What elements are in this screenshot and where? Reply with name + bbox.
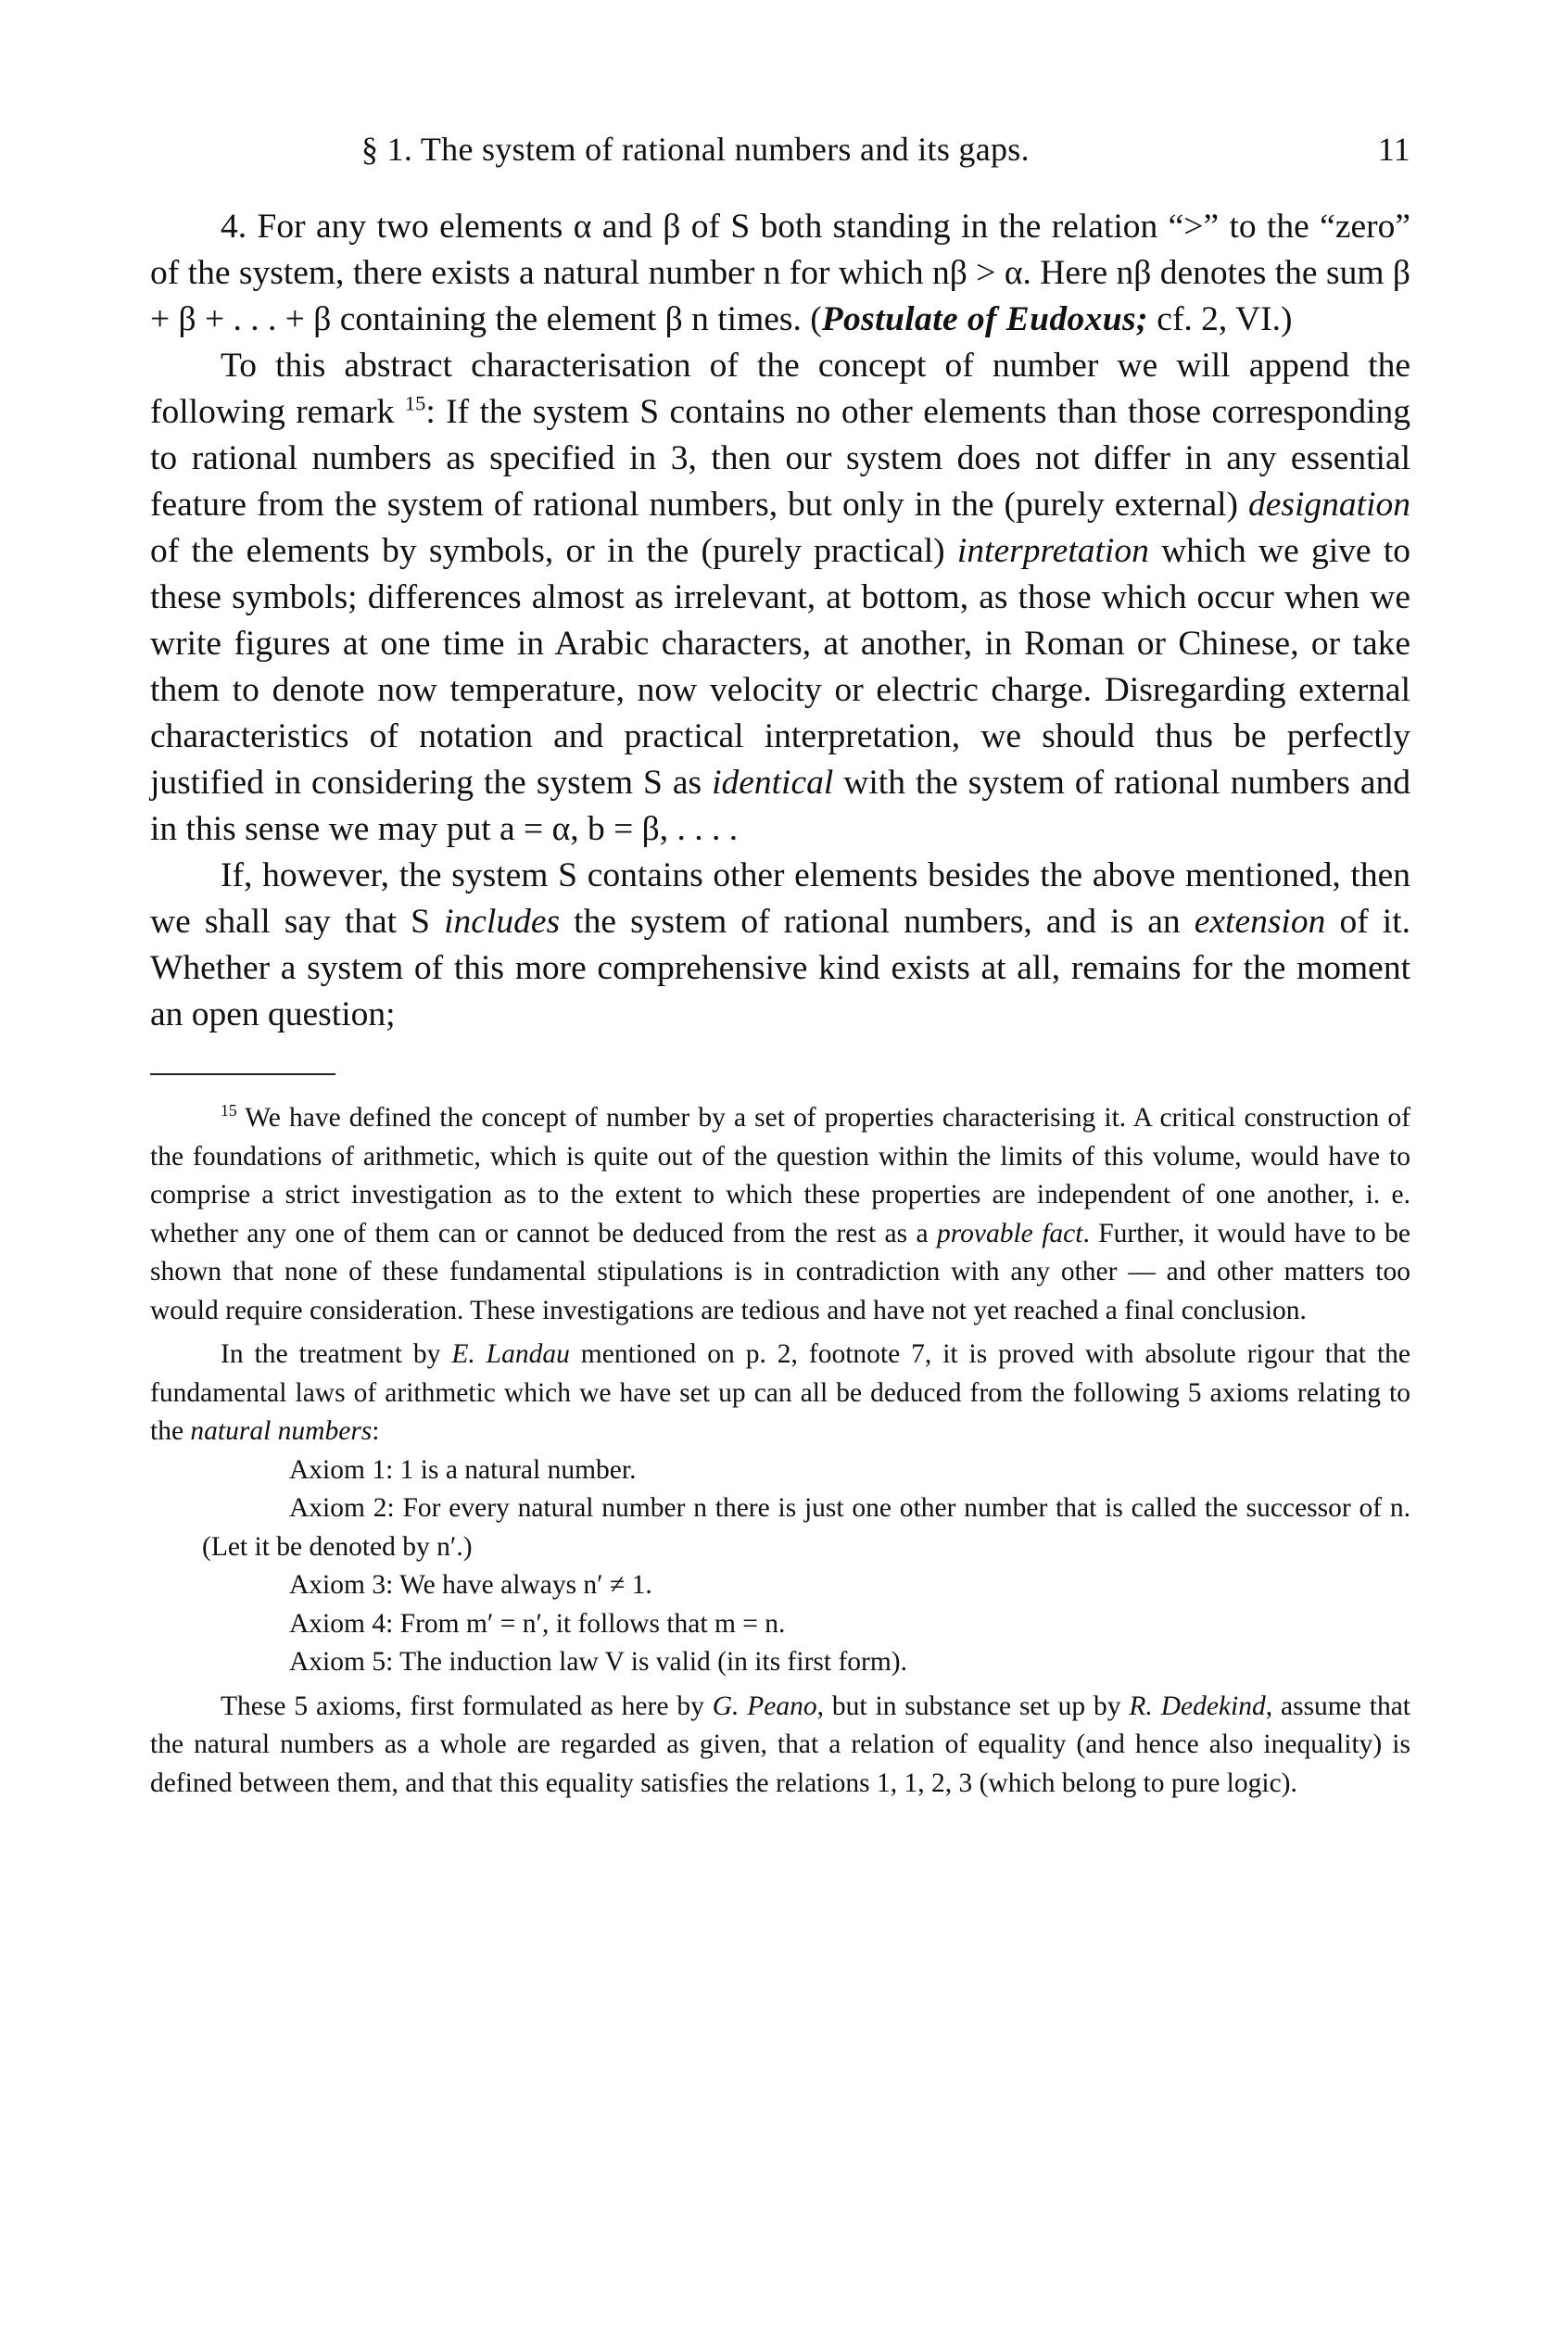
paragraph-extension: If, however, the system S contains other elements besides the above mentioned, then we shall say that S includes the system of rational numbers, and is an extension of it. Whether a system of this more comprehensive kind exists at all, remains for the moment an open question; bbox=[150, 856, 1410, 1033]
term-designation: designation bbox=[1248, 486, 1410, 524]
axiom-5: Axiom 5: The induction law V is valid (in its first form). bbox=[289, 1647, 907, 1677]
term-natural-numbers: natural numbers bbox=[190, 1416, 373, 1446]
author-landau: E. Landau bbox=[451, 1339, 570, 1369]
footnote-15: $^{15}$ We have defined the concept of number by a set of properties characterising it. A critical construction of the foundations of arithmetic, which is quite out of the question within the limits of this volume, would have to comprise a strict investigation as to the extent to which these properties are independent of one another, i. e. whether any one of them can or cannot be deduced from the rest as a provable fact. Further, it would have to be shown that none of these fundamental stipulations is in contradiction with any other — and other matters too would require consideration. These investigations are tedious and have not yet reached a final conclusion. bbox=[150, 1101, 1410, 1325]
paragraph-postulate: 4. For any two elements α and β of S both standing in the relation “>” to the “zero” of the system, there exists a natural number n for which nβ > α. Here nβ denotes the sum β + β + . . . + β containing the element β n times. (Postulate of Eudoxus; cf. 2, VI.) bbox=[150, 208, 1410, 338]
term-provable-fact: provable fact bbox=[937, 1218, 1083, 1248]
book-page bbox=[150, 130, 1410, 1803]
axiom-3: Axiom 3: We have always n′ ≠ 1. bbox=[289, 1570, 652, 1600]
running-header bbox=[150, 130, 1410, 172]
term-includes: includes bbox=[444, 903, 561, 941]
axiom-list bbox=[150, 1451, 1410, 1682]
footnote-divider bbox=[150, 1073, 335, 1075]
chapter-title: § 1. The system of rational numbers and its gaps. bbox=[361, 131, 1030, 168]
footnote-number: 15 bbox=[221, 1101, 237, 1121]
page-number: 11 bbox=[1377, 131, 1410, 168]
term-extension: extension bbox=[1194, 903, 1326, 941]
main-text bbox=[150, 204, 1410, 1038]
axiom-2: Axiom 2: For every natural number n there is just one other number that is called the successor of n. (Let it be denoted by n′.) bbox=[202, 1493, 1410, 1562]
footnote-reference: 15 bbox=[404, 391, 426, 415]
footnote-peano: These 5 axioms, first formulated as here by G. Peano, but in substance set up by R. Dedekind, assume that the natural numbers as a whole are regarded as given, that a relation of equality (and hence also inequality) is defined between them, and that this equality satisfies the relations 1, 1, 2, 3 (which belong to pure logic). bbox=[150, 1691, 1410, 1798]
postulate-of-eudoxus: Postulate of Eudoxus; bbox=[821, 300, 1148, 338]
term-interpretation: interpretation bbox=[956, 532, 1149, 570]
footnote bbox=[150, 1099, 1410, 1803]
axiom-1: Axiom 1: 1 is a natural number. bbox=[289, 1454, 637, 1485]
author-dedekind: R. Dedekind bbox=[1129, 1691, 1266, 1721]
axiom-4: Axiom 4: From m′ = n′, it follows that m = n. bbox=[289, 1608, 786, 1639]
paragraph-characterisation: To this abstract characterisation of the concept of number we will append the following remark $^{15}$: If the system S contains no other elements than those corresponding to rational numbers as specified in 3, then our system does not differ in any essential feature from the system of rational numbers, but only in the (purely external) designation of the elements by symbols, or in the (purely practical) interpretation which we give to these symbols; differences almost as irrelevant, at bottom, as those which occur when we write figures at one time in Arabic characters, at another, in Roman or Chinese, or take them to denote now temperature, now velocity or electric charge. Disregarding external characteristics of notation and practical interpretation, we should thus be perfectly justified in considering the system S as identical with the system of rational numbers and in this sense we may put a = α, b = β, . . . . bbox=[150, 347, 1410, 848]
footnote-landau: In the treatment by E. Landau mentioned on p. 2, footnote 7, it is proved with absolute rigour that the fundamental laws of arithmetic which we have set up can all be deduced from the following 5 axioms relating to the natural numbers: bbox=[150, 1339, 1410, 1446]
author-peano: G. Peano bbox=[712, 1691, 817, 1721]
term-identical: identical bbox=[712, 764, 834, 802]
